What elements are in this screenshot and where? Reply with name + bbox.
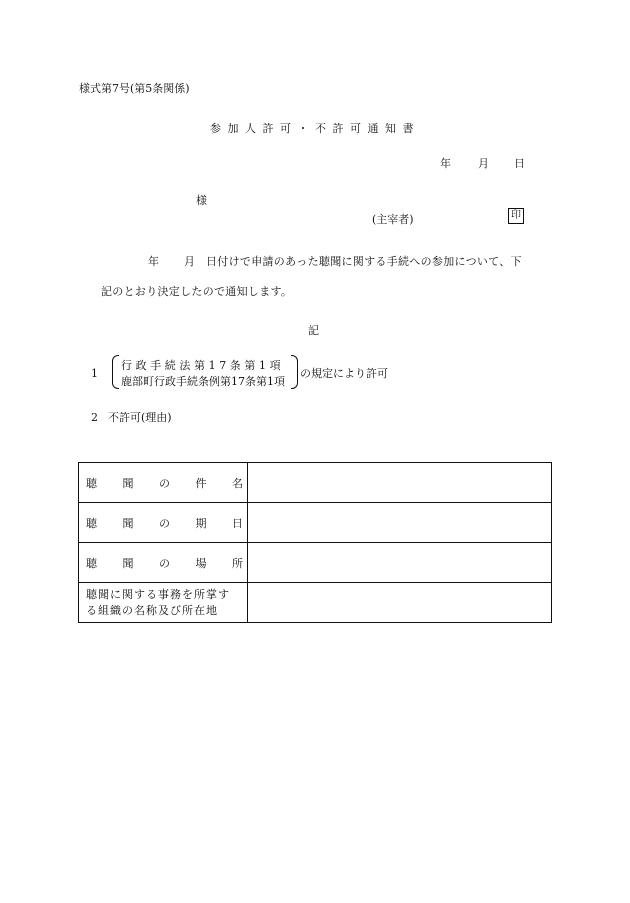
- row-label: [79, 503, 248, 543]
- item2-number: 2: [91, 411, 98, 424]
- permit-suffix: の規定により許可: [300, 367, 388, 380]
- label-char: 場: [195, 556, 207, 570]
- label-char: 聞: [122, 516, 134, 530]
- date-month: 月: [478, 157, 489, 170]
- organizer-label: (主宰者): [372, 213, 414, 226]
- row-label: [79, 543, 248, 583]
- item1-number: 1: [91, 367, 98, 380]
- body-text-line2: 記のとおり決定したので通知します。: [101, 285, 293, 298]
- law-option-2: 鹿部町行政手続条例第17条第1項: [121, 375, 285, 388]
- body-rest: 日付けで申請のあった聴聞に関する手続への参加について、下: [206, 255, 522, 268]
- label-char: 聞: [122, 556, 134, 570]
- form-number: 様式第7号(第5条関係): [79, 82, 190, 95]
- office-organization-field[interactable]: [248, 583, 552, 623]
- body-year: 年: [148, 255, 160, 268]
- label-char: 件: [195, 476, 207, 490]
- label-char: 聴: [86, 516, 97, 530]
- hearing-date-field[interactable]: [248, 503, 552, 543]
- table-row: [79, 543, 552, 583]
- table-row: [79, 503, 552, 543]
- item2: [91, 409, 172, 425]
- label-char: の: [159, 556, 170, 570]
- label-char: 聞: [122, 476, 134, 490]
- row-label: [79, 463, 248, 503]
- label-char: 聴: [86, 556, 97, 570]
- date-line: [440, 155, 525, 171]
- table-row: [79, 463, 552, 503]
- document-title: 参加人許可・不許可通知書: [210, 122, 420, 135]
- label-line: る組織の名称及び所在地: [86, 603, 218, 617]
- body-text-line1: [148, 253, 522, 269]
- row-label: [79, 583, 248, 623]
- label-char: 期: [195, 516, 207, 530]
- date-day: 日: [514, 157, 525, 170]
- hearing-place-field[interactable]: [248, 543, 552, 583]
- item2-label: 不許可(理由): [108, 411, 172, 424]
- hearing-info-table: [78, 462, 552, 623]
- right-brace: [291, 355, 298, 389]
- label-char: 名: [232, 476, 243, 490]
- label-char: 日: [232, 516, 243, 530]
- label-char: 所: [232, 556, 243, 570]
- label-char: 聴: [86, 476, 97, 490]
- label-char: の: [159, 516, 170, 530]
- addressee-suffix: 様: [196, 194, 207, 207]
- label-line: 聴聞に関する事務を所掌す: [86, 587, 230, 601]
- date-year: 年: [440, 157, 451, 170]
- ki-heading: 記: [308, 324, 319, 337]
- hearing-subject-field[interactable]: [248, 463, 552, 503]
- law-option-1: 行政手続法第17条第1項: [121, 359, 285, 372]
- seal-mark: 印: [508, 208, 524, 224]
- body-month: 月: [184, 255, 196, 268]
- table-row: [79, 583, 552, 623]
- label-char: の: [159, 476, 170, 490]
- left-brace: [112, 355, 119, 389]
